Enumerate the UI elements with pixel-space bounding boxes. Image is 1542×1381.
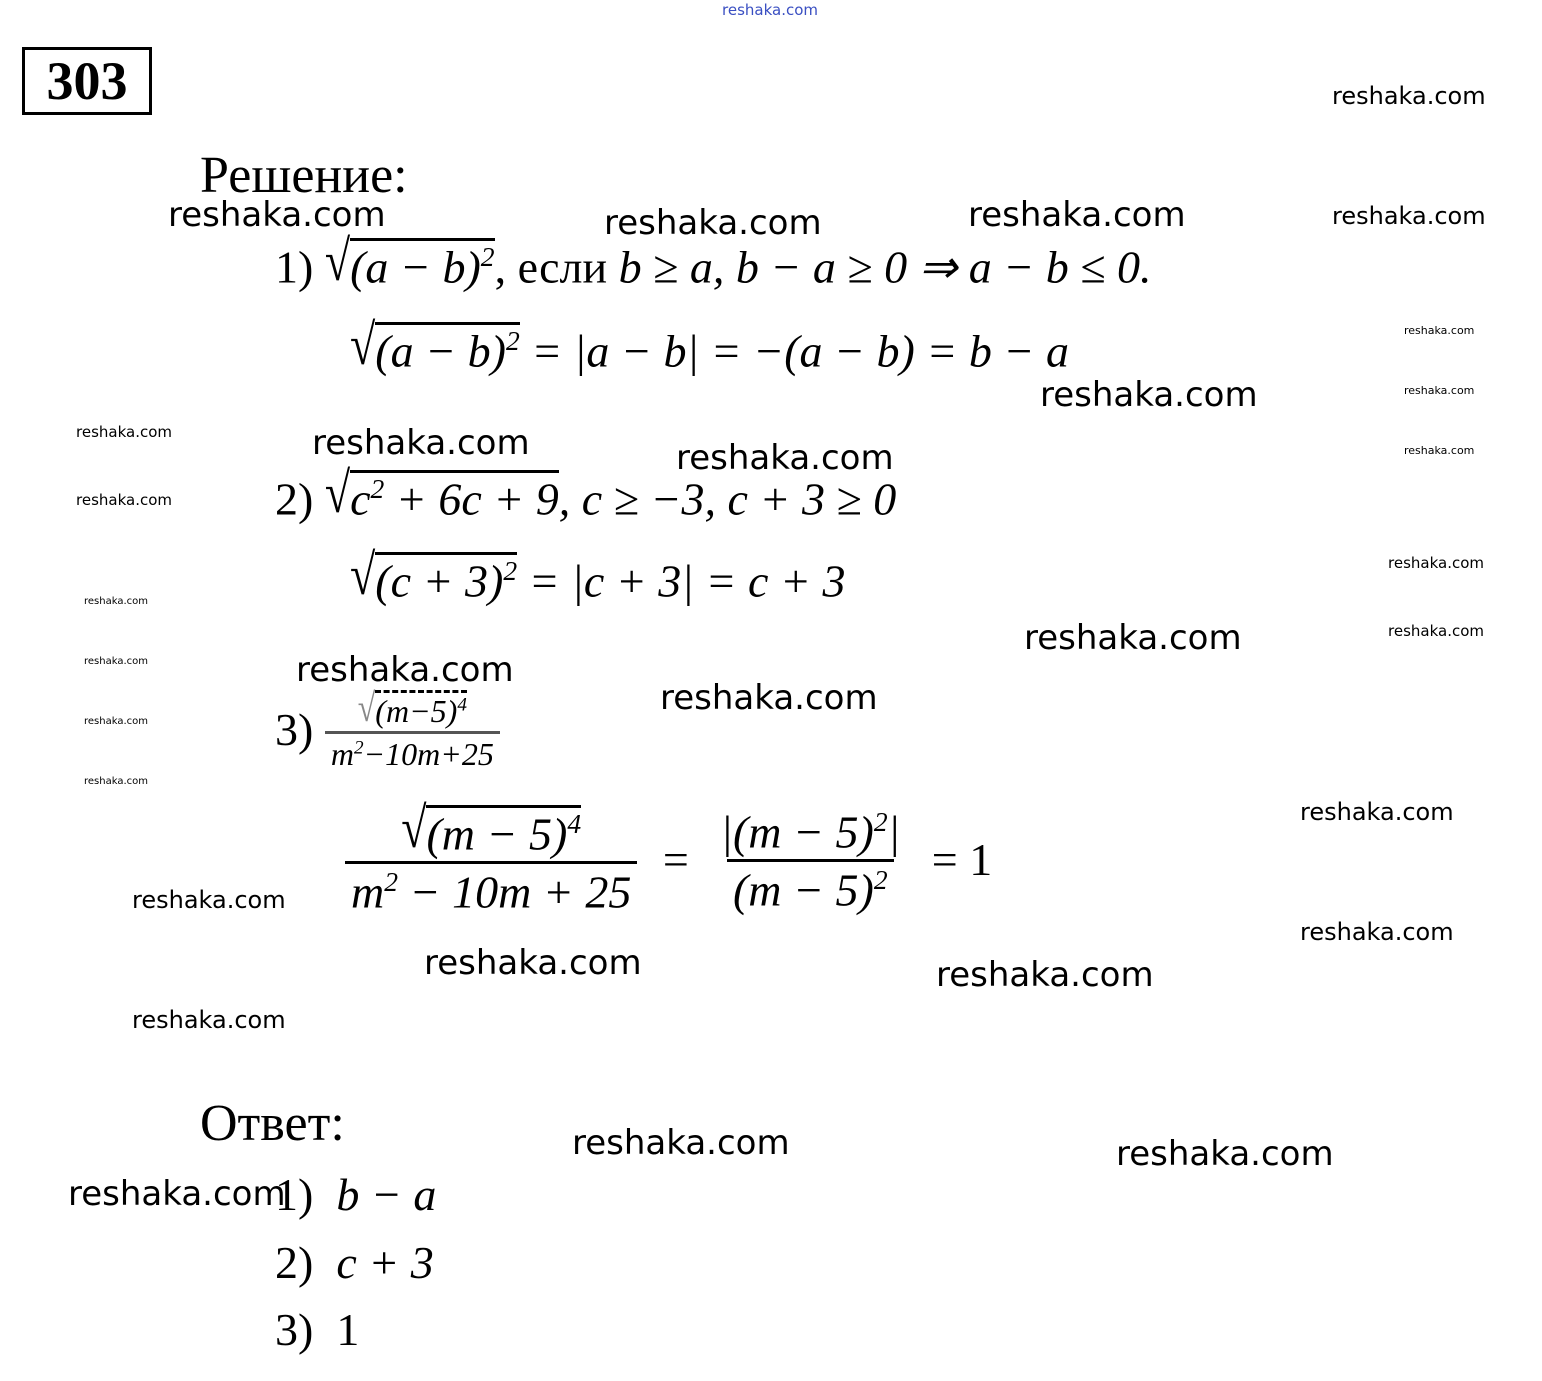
watermark: reshaka.com xyxy=(296,650,514,690)
radicand: (m−5) xyxy=(375,693,458,729)
exponent: 2 xyxy=(873,863,888,895)
denominator-rest: −10m+25 xyxy=(363,736,494,772)
watermark: reshaka.com xyxy=(1388,622,1484,640)
watermark: reshaka.com xyxy=(132,886,286,914)
watermark: reshaka.com xyxy=(1404,384,1475,397)
watermark: reshaka.com xyxy=(84,716,148,727)
part3-line1 xyxy=(275,684,500,772)
answer-2 xyxy=(275,1237,434,1288)
exponent: 4 xyxy=(457,694,467,716)
sqrt: $√(c + 3)^2$ xyxy=(350,543,518,607)
watermark: reshaka.com xyxy=(424,943,642,983)
answer-1 xyxy=(275,1169,437,1220)
exponent: 2 xyxy=(370,473,385,504)
answer-label: 3) xyxy=(275,1304,314,1355)
equation-rest: = |c + 3| = c + 3 xyxy=(517,555,846,607)
watermark: reshaka.com xyxy=(76,491,172,509)
answer-heading: Ответ: xyxy=(200,1095,345,1152)
watermark: reshaka.com xyxy=(1332,82,1486,110)
watermark: reshaka.com xyxy=(1404,444,1475,457)
result: = 1 xyxy=(931,834,993,886)
watermark: reshaka.com xyxy=(660,678,878,718)
watermark: reshaka.com xyxy=(722,1,818,19)
denominator-rest: − 10m + 25 xyxy=(398,866,632,918)
part2-label: 2) xyxy=(275,473,314,525)
problem-number: 303 xyxy=(22,47,152,115)
sqrt: $√(a - b)^2$ xyxy=(324,229,495,293)
second-fraction xyxy=(714,805,906,916)
condition: b ≥ a, b − a ≥ 0 ⇒ a − b ≤ 0. xyxy=(618,241,1152,293)
watermark: reshaka.com xyxy=(676,438,894,478)
denominator: m xyxy=(330,736,354,772)
watermark: reshaka.com xyxy=(1332,202,1486,230)
equals-sign: = xyxy=(662,834,689,886)
watermark: reshaka.com xyxy=(936,955,1154,995)
answer-label: 1) xyxy=(275,1169,314,1220)
part1-line1 xyxy=(275,229,1152,293)
answer-3 xyxy=(275,1304,360,1355)
radicand: (m − 5) xyxy=(426,808,568,860)
watermark: reshaka.com xyxy=(76,423,172,441)
watermark: reshaka.com xyxy=(1300,918,1454,946)
watermark: reshaka.com xyxy=(1404,324,1475,337)
watermark: reshaka.com xyxy=(1300,798,1454,826)
denominator: m xyxy=(351,866,385,918)
watermark: reshaka.com xyxy=(84,776,148,787)
watermark: reshaka.com xyxy=(312,423,530,463)
solution-heading: Решение: xyxy=(200,147,408,204)
watermark: reshaka.com xyxy=(1116,1134,1334,1174)
numerator: |(m − 5) xyxy=(720,805,874,857)
exponent: 4 xyxy=(567,808,582,839)
sqrt: $√(a - b)^2$ xyxy=(350,313,520,377)
answer-label: 2) xyxy=(275,1237,314,1288)
part3-label: 3) xyxy=(275,704,314,755)
radicand: c xyxy=(350,473,371,525)
exponent: 2 xyxy=(503,555,518,586)
small-fraction: $\frac{√(m-5)^4}{m^2-10m+25}$ xyxy=(325,690,500,770)
watermark: reshaka.com xyxy=(84,656,148,667)
watermark: reshaka.com xyxy=(1040,375,1258,415)
part3-line2 xyxy=(345,796,993,918)
watermark: reshaka.com xyxy=(1024,618,1242,658)
denominator: (m − 5) xyxy=(732,864,874,916)
word-if: , если xyxy=(494,241,619,293)
condition: , c ≥ −3, c + 3 ≥ 0 xyxy=(558,473,897,525)
watermark: reshaka.com xyxy=(68,1174,286,1214)
big-fraction: $\frac{√(m - 5)^4}{m^2 - 10m + 25}$ xyxy=(345,805,637,916)
radicand-rest: + 6c + 9 xyxy=(384,473,559,525)
answer-value: c + 3 xyxy=(336,1237,434,1288)
radicand: (a − b) xyxy=(375,325,506,377)
watermark: reshaka.com xyxy=(1388,554,1484,572)
exponent: 2 xyxy=(384,866,399,898)
radicand: (a − b) xyxy=(350,241,481,293)
part2-line2 xyxy=(350,543,846,607)
sqrt: $√c^2 + 6c + 9$ xyxy=(324,461,559,525)
part1-line2 xyxy=(350,313,1069,377)
watermark: reshaka.com xyxy=(604,203,822,243)
watermark: reshaka.com xyxy=(168,195,386,235)
watermark: reshaka.com xyxy=(968,195,1186,235)
exponent: 2 xyxy=(353,737,364,759)
answer-value: b − a xyxy=(336,1169,437,1220)
exponent: 2 xyxy=(873,805,888,837)
radicand: (c + 3) xyxy=(375,555,504,607)
equation-rest: = |a − b| = −(a − b) = b − a xyxy=(519,325,1069,377)
watermark: reshaka.com xyxy=(132,1006,286,1034)
watermark: reshaka.com xyxy=(572,1123,790,1163)
exponent: 2 xyxy=(505,325,520,356)
exponent: 2 xyxy=(480,241,495,272)
abs-bar: | xyxy=(887,805,901,857)
answer-value: 1 xyxy=(336,1304,360,1355)
part1-label: 1) xyxy=(275,241,314,293)
watermark: reshaka.com xyxy=(84,596,148,607)
